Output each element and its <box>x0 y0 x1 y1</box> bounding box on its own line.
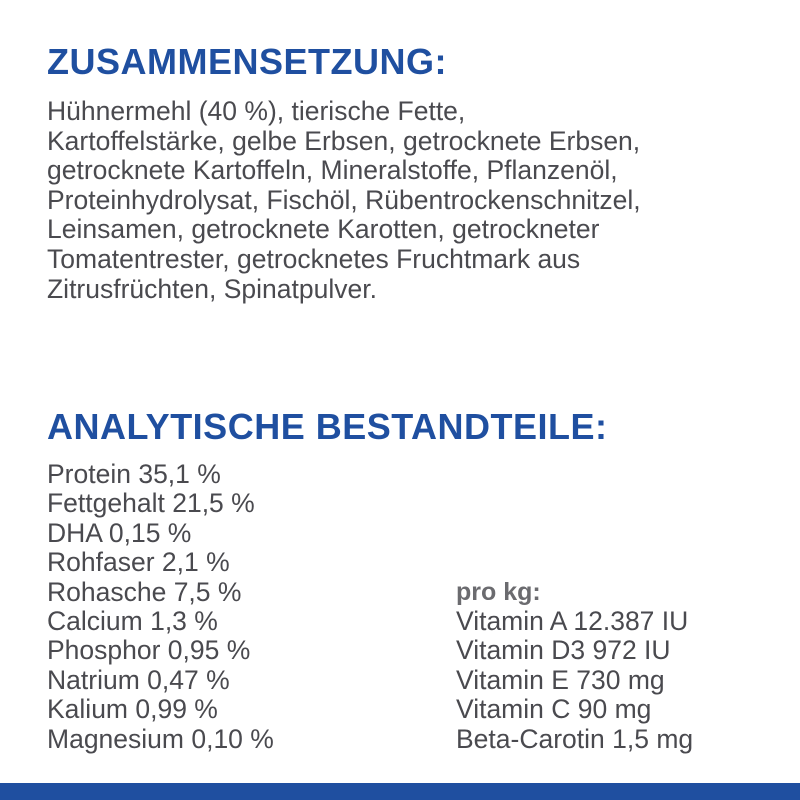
analytic-item: Magnesium 0,10 % <box>47 723 274 754</box>
analytic-item: Rohfaser 2,1 % <box>47 547 230 578</box>
vitamin-item: Vitamin A 12.387 IU <box>456 606 689 636</box>
analytic-item: DHA 0,15 % <box>47 517 192 548</box>
vitamin-item: Vitamin E 730 mg <box>456 664 665 695</box>
vitamin-list <box>456 607 693 754</box>
composition-line: getrocknete Kartoffeln, Mineralstoffe, Pflanzenöl, <box>47 155 618 186</box>
analytic-heading: ANALYTISCHE BESTANDTEILE: <box>47 406 608 447</box>
vitamin-item: Beta-Carotin 1,5 mg <box>456 723 694 754</box>
composition-line: Zitrusfrüchten, Spinatpulver. <box>47 273 377 304</box>
analytic-list <box>47 460 274 754</box>
analytic-item: Kalium 0,99 % <box>47 694 218 725</box>
composition-line: Proteinhydrolysat, Fischöl, Rübentrockenschnitzel, <box>47 184 641 215</box>
vitamin-item: Vitamin D3 972 IU <box>456 635 671 666</box>
analytic-item: Rohasche 7,5 % <box>47 576 242 607</box>
footer-bar <box>0 783 800 800</box>
composition-line: Kartoffelstärke, gelbe Erbsen, getrocknete Erbsen, <box>47 125 641 156</box>
per-kg-block <box>456 577 693 754</box>
composition-line: Leinsamen, getrocknete Karotten, getrockneter <box>47 214 600 245</box>
vitamin-item: Vitamin C 90 mg <box>456 694 652 725</box>
analytic-item: Protein 35,1 % <box>47 459 221 489</box>
composition-heading: ZUSAMMENSETZUNG: <box>47 41 447 82</box>
analytic-item: Fettgehalt 21,5 % <box>47 488 255 519</box>
composition-text <box>47 97 767 304</box>
analytic-item: Natrium 0,47 % <box>47 664 230 695</box>
analytic-item: Phosphor 0,95 % <box>47 635 251 666</box>
composition-line: Hühnermehl (40 %), tierische Fette, <box>47 96 466 126</box>
per-kg-label: pro kg: <box>456 578 541 606</box>
composition-line: Tomatentrester, getrocknetes Fruchtmark aus <box>47 243 581 274</box>
analytic-item: Calcium 1,3 % <box>47 606 218 637</box>
